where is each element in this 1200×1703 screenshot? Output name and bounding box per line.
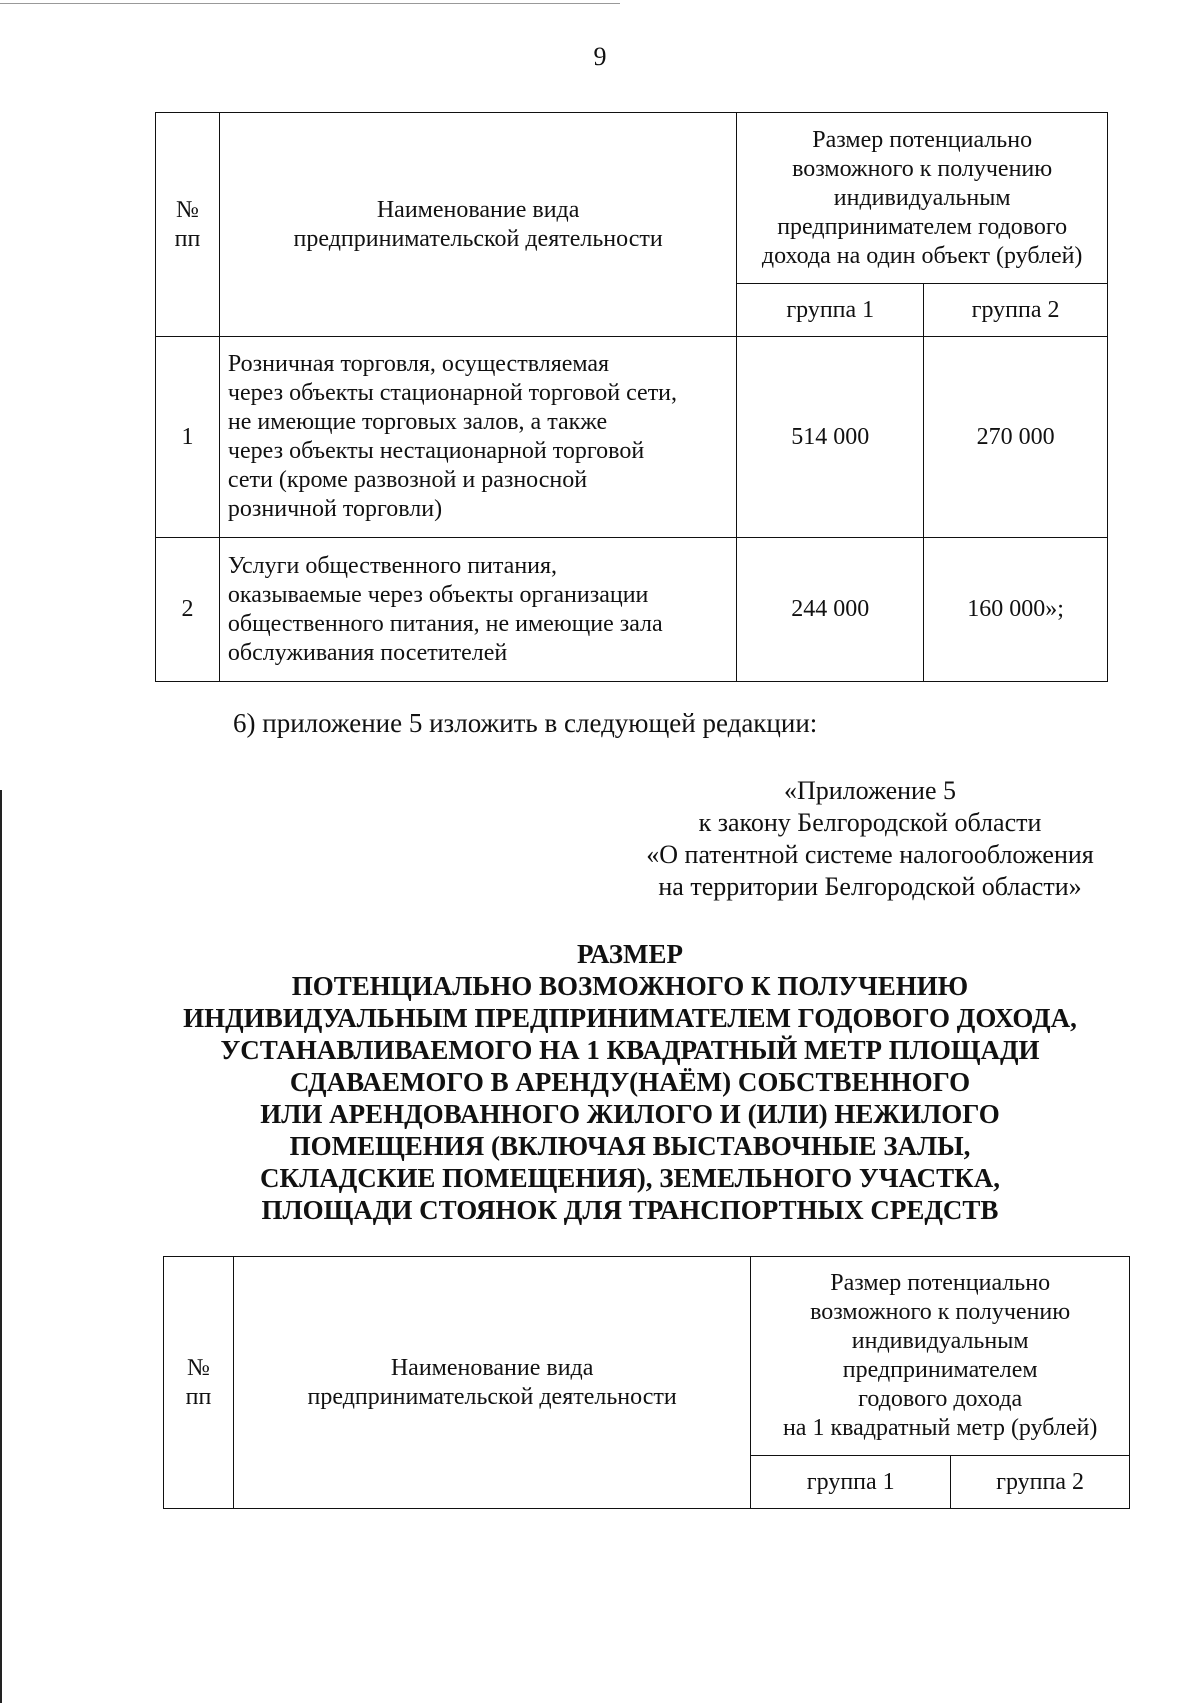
heading-line: УСТАНАВЛИВАЕМОГО НА 1 КВАДРАТНЫЙ МЕТР ПЛОЩАДИ: [220, 1035, 1040, 1065]
document-heading: [140, 938, 1120, 1226]
header-income: Размер потенциально возможного к получению индивидуальным предпринимателем годового дохода на один объект (рублей): [737, 113, 1108, 284]
appendix-line: «О патентной системе налогообложения: [646, 840, 1094, 869]
row-group-2-value: 160 000»;: [924, 538, 1108, 682]
table-row: [156, 337, 1108, 538]
heading-line: ИЛИ АРЕНДОВАННОГО ЖИЛОГО И (ИЛИ) НЕЖИЛОГО: [260, 1099, 1000, 1129]
header-income: Размер потенциально возможного к получению индивидуальным предпринимателем годового дохода на 1 квадратный метр (рублей): [751, 1257, 1130, 1456]
row-num: 2: [156, 538, 220, 682]
table-header-row: [156, 113, 1108, 284]
row-group-1-value: 514 000: [737, 337, 924, 538]
heading-line: СКЛАДСКИЕ ПОМЕЩЕНИЯ), ЗЕМЕЛЬНОГО УЧАСТКА,: [260, 1163, 1000, 1193]
heading-line: РАЗМЕР: [576, 939, 684, 969]
table-row: [156, 538, 1108, 682]
table-header-row: [164, 1257, 1130, 1456]
scan-edge-left: [0, 790, 2, 1703]
heading-line: ИНДИВИДУАЛЬНЫМ ПРЕДПРИНИМАТЕЛЕМ ГОДОВОГО ДОХОДА,: [183, 1003, 1077, 1033]
header-group-2: группа 2: [951, 1456, 1130, 1509]
amendment-paragraph: 6) приложение 5 изложить в следующей редакции:: [233, 708, 818, 738]
page-number: 9: [593, 42, 607, 71]
heading-line: ПОМЕЩЕНИЯ (ВКЛЮЧАЯ ВЫСТАВОЧНЫЕ ЗАЛЫ,: [289, 1131, 971, 1161]
header-num: № пп: [156, 113, 220, 337]
header-group-1: группа 1: [751, 1456, 951, 1509]
row-activity-name: Розничная торговля, осуществляемая через объекты стационарной торговой сети, не имеющие торговых залов, а также через объекты нестационарной торговой сети (кроме развозной и разносной розничной торговли): [219, 337, 736, 538]
heading-line: ПОТЕНЦИАЛЬНО ВОЗМОЖНОГО К ПОЛУЧЕНИЮ: [291, 971, 969, 1001]
header-activity-name: Наименование вида предпринимательской деятельности: [233, 1257, 750, 1509]
header-group-1: группа 1: [737, 284, 924, 337]
row-group-1-value: 244 000: [737, 538, 924, 682]
row-group-2-value: 270 000: [924, 337, 1108, 538]
appendix-line: на территории Белгородской области»: [658, 872, 1082, 901]
header-group-2: группа 2: [924, 284, 1108, 337]
header-num: № пп: [164, 1257, 234, 1509]
appendix-reference: [610, 775, 1130, 903]
heading-line: ПЛОЩАДИ СТОЯНОК ДЛЯ ТРАНСПОРТНЫХ СРЕДСТВ: [261, 1195, 999, 1225]
heading-line: СДАВАЕМОГО В АРЕНДУ(НАЁМ) СОБСТВЕННОГО: [289, 1067, 971, 1097]
scan-edge-top: [0, 0, 620, 4]
appendix-line: к закону Белгородской области: [698, 808, 1042, 837]
appendix-line: «Приложение 5: [783, 776, 957, 805]
row-activity-name: Услуги общественного питания, оказываемые через объекты организации общественного питания, не имеющие зала обслуживания посетителей: [219, 538, 736, 682]
header-activity-name: Наименование вида предпринимательской деятельности: [219, 113, 736, 337]
income-table-per-square-meter: [163, 1256, 1130, 1509]
row-num: 1: [156, 337, 220, 538]
income-table-per-object: [155, 112, 1108, 682]
